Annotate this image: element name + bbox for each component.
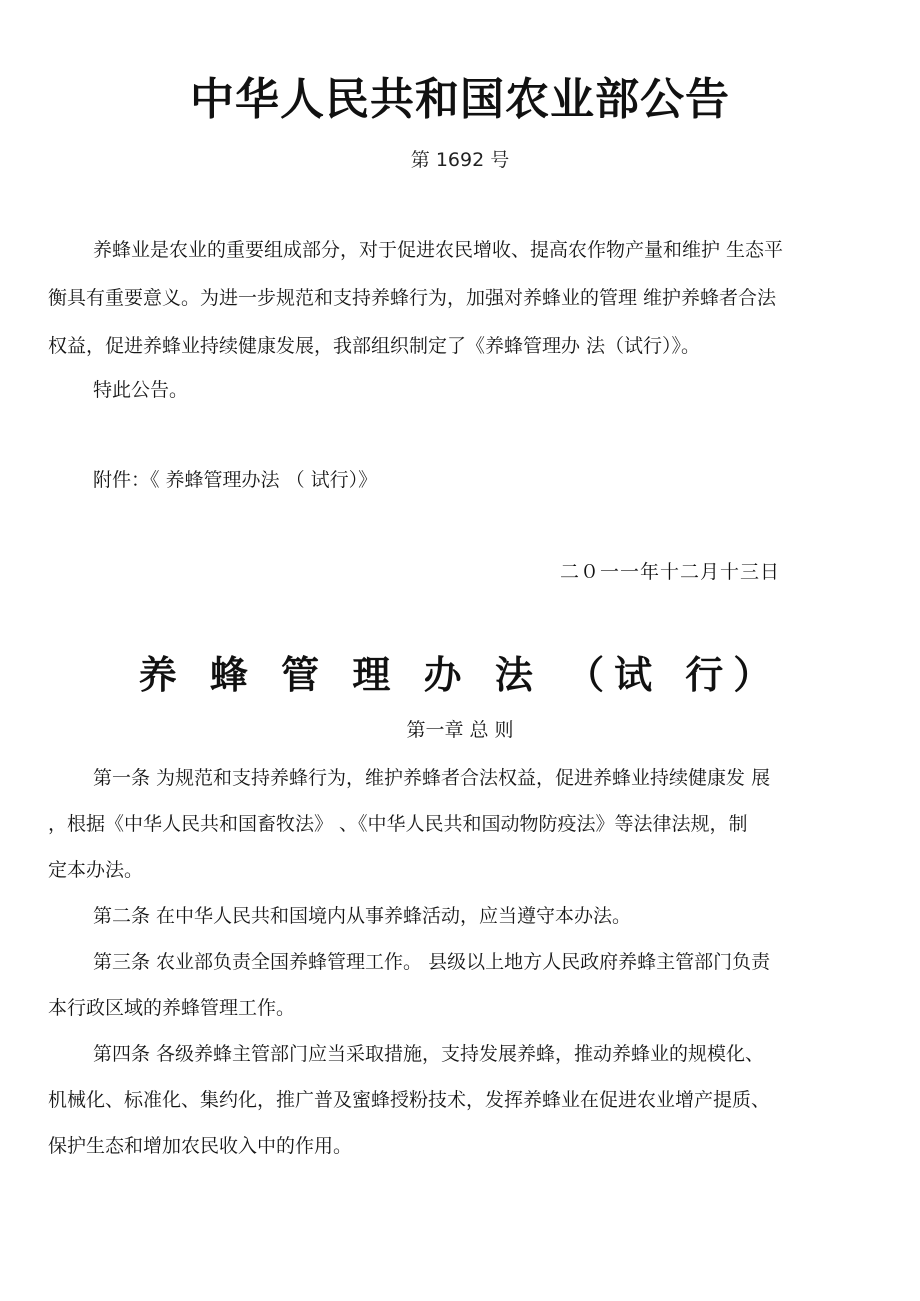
article-line-4: 第二条 在中华人民共和国境内从事养蜂活动，应当遵守本办法。 bbox=[93, 905, 632, 927]
article-line-2: ，根据《中华人民共和国畜牧法》 、《中华人民共和国动物防疫法》等法律法规，制 bbox=[48, 813, 748, 835]
announcement-paragraph-line-1: 养蜂业是农业的重要组成部分，对于促进农民增收、提高农作物产量和维护 生态平 bbox=[93, 239, 784, 261]
announcement-date: 二０一一年十二月十三日 bbox=[560, 561, 781, 583]
article-line-5: 第三条 农业部负责全国养蜂管理工作。 县级以上地方人民政府养蜂主管部门负责 bbox=[93, 951, 771, 973]
announcement-paragraph-line-3: 权益，促进养蜂业持续健康发展，我部组织制定了《养蜂管理办 法（试行）》。 bbox=[48, 335, 701, 357]
article-line-3: 定本办法。 bbox=[48, 859, 144, 881]
article-line-9: 保护生态和增加农民收入中的作用。 bbox=[48, 1135, 353, 1157]
announcement-number: 第 1692 号 bbox=[410, 149, 510, 171]
article-line-6: 本行政区域的养蜂管理工作。 bbox=[48, 997, 296, 1019]
regulation-title: 养 蜂 管 理 办 法 （试 行） bbox=[138, 653, 782, 697]
article-line-7: 第四条 各级养蜂主管部门应当采取措施，支持发展养蜂，推动养蜂业的规模化、 bbox=[93, 1043, 765, 1065]
article-line-8: 机械化、标准化、集约化，推广普及蜜蜂授粉技术，发挥养蜂业在促进农业增产提质、 bbox=[48, 1089, 771, 1111]
announcement-paragraph-line-2: 衡具有重要意义。为进一步规范和支持养蜂行为，加强对养蜂业的管理 维护养蜂者合法 bbox=[48, 287, 777, 309]
chapter-heading: 第一章 总 则 bbox=[406, 719, 514, 741]
article-line-1: 第一条 为规范和支持养蜂行为，维护养蜂者合法权益，促进养蜂业持续健康发 展 bbox=[93, 767, 771, 789]
announcement-title: 中华人民共和国农业部公告 bbox=[190, 74, 730, 125]
attachment-line: 附件：《 养蜂管理办法 （ 试行）》 bbox=[93, 469, 378, 491]
announcement-closing: 特此公告。 bbox=[93, 379, 189, 401]
